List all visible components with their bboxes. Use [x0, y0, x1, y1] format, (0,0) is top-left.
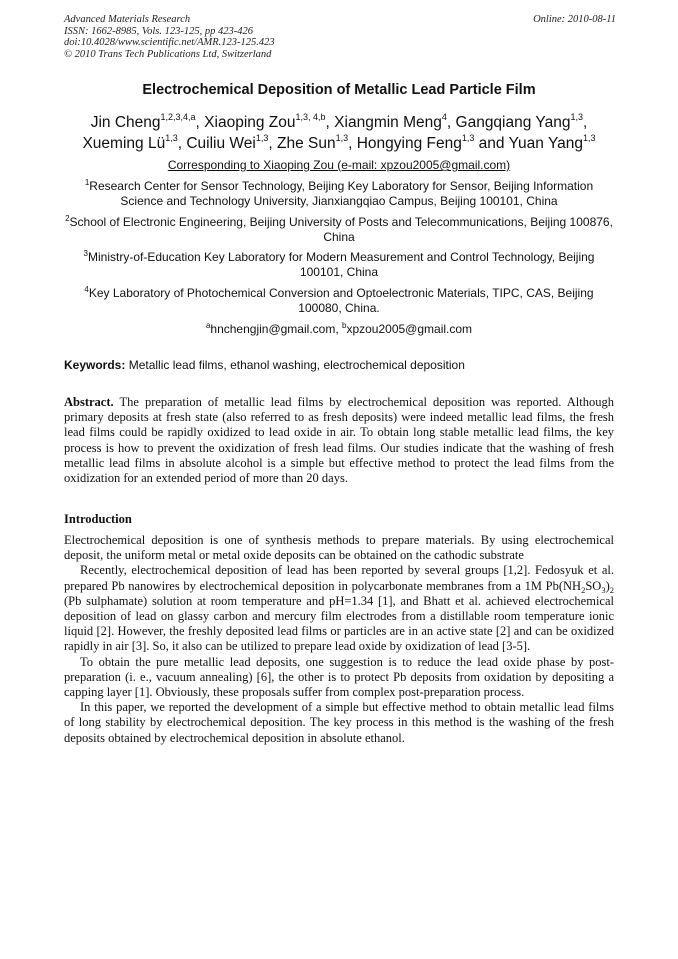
issn-line: ISSN: 1662-8985, Vols. 123-125, pp 423-426: [64, 25, 253, 37]
affiliation-1: $^1$Research Center for Sensor Technology, Beijing Key Laboratory for Sensor, Beijing Information Science and Technology University, Jianxiangqiao Campus, Beijing 100101, China: [84, 178, 594, 208]
keywords: [64, 358, 616, 372]
introduction-heading: Introduction: [64, 512, 132, 526]
corresponding-author-link[interactable]: Corresponding to Xiaoping Zou (e-mail: xpzou2005@gmail.com): [167, 158, 511, 172]
journal-name: Advanced Materials Research: [64, 14, 191, 25]
intro-paragraph-1: Electrochemical deposition is one of synthesis methods to prepare materials. By using electrochemical deposit, the uniform metal or metal oxide deposits can be obtained on the cathodic substrate: [64, 533, 614, 563]
introduction-body: [64, 533, 614, 746]
author: Yuan Yang$^{1,3}$: [508, 133, 596, 152]
author: Xueming Lü$^{1,3}$,: [82, 133, 187, 152]
abstract-text: The preparation of metallic lead films by electrochemical deposition was reported. Although primary deposits at fresh state (also referred to as fresh deposits) were indeed metallic lead films, the fresh lead films could be rapidly oxidized to lead oxide in air. To obtain long stable metallic lead films, the key process is how to prevent the oxidization of fresh lead films. Our studies indicate that the washing of fresh metallic lead films in absolute alcohol is a simple but effective method to protect the lead films from the oxidization for an extended period of more than 20 days.: [64, 395, 614, 486]
author: Zhe Sun$^{1,3}$,: [276, 133, 357, 152]
affiliation-2: $^2$School of Electronic Engineering, Beijing University of Posts and Telecommunications, Beijing 100876, China: [65, 214, 613, 244]
author-list: [54, 112, 624, 154]
online-date: Online: 2010-08-11: [533, 14, 616, 25]
author: Gangqiang Yang$^{1,3}$,: [455, 112, 588, 131]
author: Cuiliu Wei$^{1,3}$,: [186, 133, 277, 152]
copyright-line: © 2010 Trans Tech Publications Ltd, Switzerland: [64, 48, 272, 60]
author: Hongying Feng$^{1,3}$ and: [356, 133, 509, 152]
keywords-text: Metallic lead films, ethanol washing, electrochemical deposition: [128, 358, 465, 372]
abstract-label: Abstract.: [64, 395, 114, 409]
paper-title: Electrochemical Deposition of Metallic Lead Particle Film: [142, 82, 536, 98]
intro-paragraph-2: Recently, electrochemical deposition of lead has been reported by several groups [1,2]. Fedosyuk et al. prepared Pb nanowires by electrochemical deposition in polycarbonate membranes from a 1M $Pb(NH_2SO_3)_2$ (Pb sulphamate) solution at room temperature and pH=1.34 [1], and Bhatt et al. achieved electrochemical deposition of lead on glassy carbon and mercury film electrodes from a distillable room temperature ionic liquid [2]. However, the freshly deposited lead films or particles are in an active state [2] and can be oxidized rapidly in air [3]. So, it also can be utilized to prepare lead oxide by oxidization of lead [3-5].: [64, 563, 614, 654]
keywords-label: Keywords:: [64, 358, 126, 372]
email-a[interactable]: hnchengjin@gmail.com: [210, 322, 336, 336]
intro-paragraph-4: In this paper, we reported the development of a simple but effective method to obtain metallic lead films of long stability by electrochemical deposition. The key process in this method is the washing of the fresh deposits obtained by electrochemical deposition in absolute ethanol.: [64, 700, 614, 745]
intro-paragraph-3: To obtain the pure metallic lead deposits, one suggestion is to reduce the lead oxide phase by post-preparation (i. e., vacuum annealing) [6], the other is to protect Pb deposits from oxidation by depositing a capping layer [1]. Obviously, these proposals suffer from complex post-preparation process.: [64, 654, 614, 700]
abstract: [64, 395, 614, 486]
author: Xiangmin Meng$^4$,: [334, 112, 456, 131]
author: Jin Cheng$^{1,2,3,4,a}$,: [90, 112, 205, 131]
author-emails: $^a$hnchengjin@gmail.com, $^b$xpzou2005@gmail.com: [205, 321, 473, 336]
affiliation-4: $^4$Key Laboratory of Photochemical Conversion and Optoelectronic Materials, TIPC, CAS, Beijing 100080, China.: [84, 285, 594, 315]
journal-header: [64, 14, 616, 60]
doi-line: doi:10.4028/www.scientific.net/AMR.123-125.423: [64, 37, 275, 48]
email-b[interactable]: xpzou2005@gmail.com: [346, 322, 473, 336]
author: Xiaoping Zou$^{1,3, 4,b}$,: [204, 112, 335, 131]
affiliation-3: $^3$Ministry-of-Education Key Laboratory for Modern Measurement and Control Technology, Beijing 100101, China: [83, 249, 595, 279]
